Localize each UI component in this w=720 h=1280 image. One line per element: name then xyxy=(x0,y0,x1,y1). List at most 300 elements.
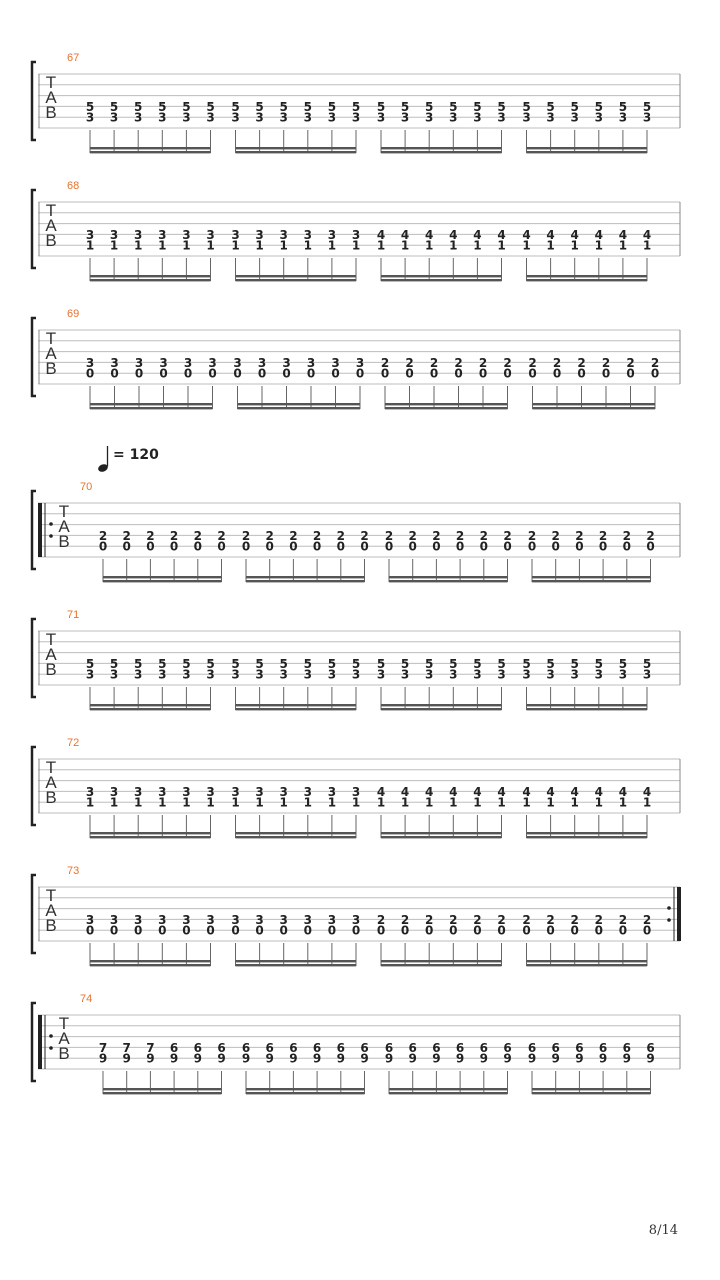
beam xyxy=(527,964,648,966)
fret-number: 3 xyxy=(85,110,95,125)
fret-number: 9 xyxy=(360,1051,369,1066)
fret-number: 1 xyxy=(570,238,579,253)
fret-number: 0 xyxy=(400,923,410,938)
fret-number: 0 xyxy=(479,539,488,554)
bar-number: 73 xyxy=(67,865,80,877)
fret-number: 0 xyxy=(109,923,119,938)
fret-number: 3 xyxy=(255,227,264,242)
fret-number: 2 xyxy=(384,528,394,543)
fret-number: 3 xyxy=(109,110,119,125)
fret-number: 0 xyxy=(85,923,95,938)
beam xyxy=(533,403,656,405)
fret-number: 3 xyxy=(109,667,119,682)
fret-number: 5 xyxy=(158,656,167,671)
fret-number: 3 xyxy=(255,110,264,125)
fret-number: 0 xyxy=(122,539,131,554)
fret-number: 2 xyxy=(503,355,512,370)
beam xyxy=(527,836,648,838)
fret-number: 2 xyxy=(503,528,512,543)
fret-number: 9 xyxy=(432,1051,441,1066)
fret-number: 0 xyxy=(478,366,488,381)
fret-number: 3 xyxy=(282,355,291,370)
fret-number: 3 xyxy=(376,667,386,682)
beam xyxy=(532,576,651,578)
fret-number: 3 xyxy=(183,355,193,370)
beam xyxy=(532,1088,651,1090)
fret-number: 2 xyxy=(618,912,628,927)
fret-number: 4 xyxy=(618,784,628,799)
beam xyxy=(527,151,648,153)
fret-number: 5 xyxy=(376,656,386,671)
tab-clef-letter: B xyxy=(45,359,57,378)
fret-number: 3 xyxy=(449,110,458,125)
fret-number: 6 xyxy=(289,1040,298,1055)
fret-number: 5 xyxy=(570,656,579,671)
fret-number: 3 xyxy=(110,355,119,370)
beam xyxy=(381,704,502,706)
fret-number: 9 xyxy=(193,1051,202,1066)
fret-number: 6 xyxy=(265,1040,274,1055)
tab-system-68 xyxy=(32,180,680,281)
beam xyxy=(90,279,211,281)
tab-clef-letter: B xyxy=(45,916,57,935)
fret-number: 0 xyxy=(327,923,337,938)
fret-number: 3 xyxy=(351,227,361,242)
fret-number: 9 xyxy=(336,1051,345,1066)
beam xyxy=(90,403,213,405)
tab-clef-letter: T xyxy=(45,630,57,649)
fret-number: 0 xyxy=(425,923,434,938)
tempo-marking xyxy=(97,446,159,473)
fret-number: 3 xyxy=(255,912,264,927)
fret-number: 0 xyxy=(206,923,215,938)
fret-number: 0 xyxy=(646,539,655,554)
beam xyxy=(103,580,222,582)
fret-number: 1 xyxy=(400,238,410,253)
tab-clef-letter: A xyxy=(45,216,57,235)
fret-number: 2 xyxy=(241,528,251,543)
fret-number: 0 xyxy=(183,366,193,381)
fret-number: 5 xyxy=(85,99,95,114)
fret-number: 3 xyxy=(400,110,410,125)
fret-number: 3 xyxy=(231,912,240,927)
fret-number: 4 xyxy=(546,784,555,799)
fret-number: 2 xyxy=(455,528,465,543)
fret-number: 3 xyxy=(618,667,628,682)
fret-number: 3 xyxy=(158,110,167,125)
fret-number: 1 xyxy=(158,795,167,810)
fret-number: 5 xyxy=(425,99,434,114)
fret-number: 9 xyxy=(646,1051,655,1066)
fret-number: 5 xyxy=(594,656,603,671)
fret-number: 5 xyxy=(134,656,143,671)
fret-number: 1 xyxy=(109,795,119,810)
fret-number: 0 xyxy=(355,366,365,381)
fret-number: 0 xyxy=(449,923,458,938)
fret-number: 0 xyxy=(257,366,267,381)
beam xyxy=(246,580,365,582)
fret-number: 0 xyxy=(303,923,312,938)
fret-number: 2 xyxy=(376,912,386,927)
fret-number: 3 xyxy=(327,667,337,682)
tab-clef-letter: A xyxy=(45,344,57,363)
fret-number: 2 xyxy=(642,912,652,927)
fret-number: 3 xyxy=(182,110,191,125)
fret-number: 9 xyxy=(384,1051,394,1066)
fret-number: 2 xyxy=(98,528,108,543)
tab-system-67 xyxy=(32,52,680,153)
fret-number: 5 xyxy=(642,99,652,114)
beam xyxy=(527,832,648,834)
fret-number: 1 xyxy=(376,795,386,810)
repeat-start-thick-bar xyxy=(38,1015,42,1069)
fret-number: 3 xyxy=(206,110,215,125)
fret-number: 3 xyxy=(134,912,143,927)
fret-number: 5 xyxy=(327,656,337,671)
tab-clef-letter: B xyxy=(45,660,57,679)
tab-clef-letter: B xyxy=(45,231,57,250)
beam xyxy=(389,1088,508,1090)
fret-number: 3 xyxy=(158,667,167,682)
fret-number: 1 xyxy=(546,238,555,253)
fret-number: 1 xyxy=(522,795,531,810)
fret-number: 2 xyxy=(551,528,560,543)
fret-number: 3 xyxy=(134,784,143,799)
fret-number: 0 xyxy=(134,923,143,938)
fret-number: 3 xyxy=(303,784,312,799)
fret-number: 9 xyxy=(217,1051,226,1066)
fret-number: 5 xyxy=(594,99,603,114)
fret-number: 3 xyxy=(355,355,365,370)
fret-number: 3 xyxy=(351,667,361,682)
fret-number: 3 xyxy=(570,667,579,682)
fret-number: 0 xyxy=(570,923,579,938)
fret-number: 3 xyxy=(182,667,191,682)
fret-number: 5 xyxy=(134,99,143,114)
fret-number: 2 xyxy=(122,528,131,543)
beam xyxy=(90,836,211,838)
fret-number: 3 xyxy=(182,227,191,242)
fret-number: 5 xyxy=(449,99,458,114)
fret-number: 0 xyxy=(159,366,168,381)
tab-clef-letter: B xyxy=(45,103,57,122)
fret-number: 2 xyxy=(594,912,603,927)
fret-number: 2 xyxy=(432,528,441,543)
beam xyxy=(90,708,211,710)
fret-number: 3 xyxy=(279,912,288,927)
fret-number: 1 xyxy=(255,238,264,253)
fret-number: 1 xyxy=(85,238,95,253)
fret-number: 1 xyxy=(618,238,628,253)
fret-number: 3 xyxy=(85,912,95,927)
fret-number: 5 xyxy=(400,99,410,114)
tab-system-74 xyxy=(32,993,680,1094)
fret-number: 0 xyxy=(551,539,560,554)
fret-number: 0 xyxy=(98,539,108,554)
fret-number: 1 xyxy=(642,795,652,810)
beam xyxy=(381,147,502,149)
fret-number: 1 xyxy=(594,238,603,253)
fret-number: 1 xyxy=(497,795,506,810)
fret-number: 6 xyxy=(551,1040,560,1055)
system-bracket xyxy=(32,491,36,569)
fret-number: 5 xyxy=(546,99,555,114)
fret-number: 3 xyxy=(134,110,143,125)
beam xyxy=(381,836,502,838)
tab-system-69 xyxy=(32,308,680,409)
beam xyxy=(236,708,357,710)
fret-number: 3 xyxy=(306,355,316,370)
beam xyxy=(236,960,357,962)
beam xyxy=(90,147,211,149)
fret-number: 0 xyxy=(193,539,202,554)
fret-number: 5 xyxy=(182,656,191,671)
fret-number: 2 xyxy=(360,528,369,543)
fret-number: 0 xyxy=(577,366,586,381)
fret-number: 6 xyxy=(432,1040,441,1055)
tab-clef-letter: B xyxy=(58,1044,70,1063)
fret-number: 0 xyxy=(432,539,441,554)
fret-number: 3 xyxy=(449,667,458,682)
fret-number: 1 xyxy=(231,238,240,253)
fret-number: 0 xyxy=(376,923,386,938)
fret-number: 2 xyxy=(473,912,482,927)
fret-number: 5 xyxy=(231,99,240,114)
fret-number: 0 xyxy=(110,366,119,381)
fret-number: 3 xyxy=(158,784,167,799)
bar-number: 71 xyxy=(67,609,80,621)
fret-number: 3 xyxy=(327,912,337,927)
fret-number: 9 xyxy=(551,1051,560,1066)
fret-number: 0 xyxy=(134,366,144,381)
beam xyxy=(238,407,361,409)
fret-number: 7 xyxy=(98,1040,108,1055)
fret-number: 5 xyxy=(546,656,555,671)
fret-number: 4 xyxy=(594,784,603,799)
fret-number: 3 xyxy=(425,110,434,125)
fret-number: 3 xyxy=(134,227,143,242)
fret-number: 0 xyxy=(289,539,298,554)
fret-number: 9 xyxy=(146,1051,155,1066)
fret-number: 0 xyxy=(528,366,537,381)
fret-number: 5 xyxy=(473,656,482,671)
beam xyxy=(90,407,213,409)
fret-number: 2 xyxy=(312,528,322,543)
fret-number: 3 xyxy=(206,667,215,682)
fret-number: 5 xyxy=(497,99,506,114)
fret-number: 6 xyxy=(479,1040,488,1055)
fret-number: 2 xyxy=(650,355,660,370)
fret-number: 0 xyxy=(601,366,611,381)
fret-number: 3 xyxy=(327,784,337,799)
fret-number: 2 xyxy=(429,355,439,370)
fret-number: 1 xyxy=(522,238,531,253)
fret-number: 3 xyxy=(473,110,482,125)
fret-number: 9 xyxy=(289,1051,298,1066)
tab-system-70 xyxy=(32,481,680,582)
fret-number: 2 xyxy=(522,912,531,927)
fret-number: 0 xyxy=(527,539,537,554)
repeat-dot xyxy=(49,1046,53,1050)
fret-number: 6 xyxy=(598,1040,608,1055)
fret-number: 9 xyxy=(598,1051,608,1066)
tab-clef-letter: A xyxy=(45,773,57,792)
fret-number: 3 xyxy=(400,667,410,682)
fret-number: 3 xyxy=(233,355,242,370)
fret-number: 5 xyxy=(497,656,506,671)
fret-number: 5 xyxy=(182,99,191,114)
fret-number: 6 xyxy=(193,1040,202,1055)
fret-number: 0 xyxy=(522,923,531,938)
fret-number: 5 xyxy=(642,656,652,671)
fret-number: 5 xyxy=(231,656,240,671)
fret-number: 4 xyxy=(546,227,555,242)
tab-system-71 xyxy=(32,609,680,710)
fret-number: 3 xyxy=(182,912,191,927)
fret-number: 3 xyxy=(425,667,434,682)
fret-number: 2 xyxy=(575,528,584,543)
fret-number: 4 xyxy=(473,227,482,242)
fret-number: 2 xyxy=(405,355,414,370)
fret-number: 5 xyxy=(376,99,386,114)
fret-number: 0 xyxy=(208,366,217,381)
fret-number: 2 xyxy=(289,528,298,543)
fret-number: 9 xyxy=(265,1051,274,1066)
fret-number: 2 xyxy=(527,528,537,543)
system-bracket xyxy=(32,619,36,697)
fret-number: 2 xyxy=(626,355,635,370)
fret-number: 5 xyxy=(206,99,215,114)
fret-number: 3 xyxy=(522,110,531,125)
fret-number: 3 xyxy=(522,667,531,682)
fret-number: 3 xyxy=(158,227,167,242)
system-bracket xyxy=(32,1003,36,1081)
fret-number: 0 xyxy=(351,923,361,938)
fret-number: 2 xyxy=(598,528,608,543)
fret-number: 2 xyxy=(528,355,537,370)
fret-number: 3 xyxy=(303,110,312,125)
beam xyxy=(532,1092,651,1094)
tab-clef-letter: A xyxy=(45,901,57,920)
page-number: 8/14 xyxy=(648,1223,678,1238)
fret-number: 4 xyxy=(497,784,506,799)
system-bracket xyxy=(32,62,36,140)
fret-number: 0 xyxy=(405,366,414,381)
fret-number: 1 xyxy=(449,238,458,253)
fret-number: 0 xyxy=(279,923,288,938)
beam xyxy=(236,147,357,149)
fret-number: 1 xyxy=(400,795,410,810)
tab-clef-letter: T xyxy=(58,1014,70,1033)
fret-number: 2 xyxy=(380,355,390,370)
tab-clef-letter: T xyxy=(45,201,57,220)
fret-number: 3 xyxy=(279,784,288,799)
bar-number: 72 xyxy=(67,737,80,749)
beam xyxy=(238,403,361,405)
beam xyxy=(389,580,508,582)
fret-number: 9 xyxy=(408,1051,417,1066)
fret-number: 1 xyxy=(473,238,482,253)
beam xyxy=(381,708,502,710)
beam xyxy=(103,1088,222,1090)
fret-number: 2 xyxy=(265,528,274,543)
fret-number: 2 xyxy=(146,528,155,543)
tab-clef-letter: A xyxy=(58,517,70,536)
bar-number: 69 xyxy=(67,308,80,320)
beam xyxy=(533,407,656,409)
fret-number: 2 xyxy=(601,355,611,370)
tab-systems xyxy=(32,52,681,1094)
fret-number: 3 xyxy=(331,355,340,370)
fret-number: 3 xyxy=(618,110,628,125)
fret-number: 6 xyxy=(646,1040,655,1055)
fret-number: 6 xyxy=(217,1040,226,1055)
fret-number: 1 xyxy=(231,795,240,810)
fret-number: 3 xyxy=(134,355,144,370)
bar-number: 68 xyxy=(67,180,80,192)
fret-number: 5 xyxy=(618,99,628,114)
fret-number: 2 xyxy=(193,528,202,543)
fret-number: 3 xyxy=(376,110,386,125)
fret-number: 3 xyxy=(134,667,143,682)
fret-number: 0 xyxy=(231,923,240,938)
fret-number: 4 xyxy=(642,227,652,242)
fret-number: 3 xyxy=(206,912,215,927)
fret-number: 4 xyxy=(425,784,434,799)
fret-number: 0 xyxy=(594,923,603,938)
tab-clef-letter: T xyxy=(45,758,57,777)
beam xyxy=(103,576,222,578)
fret-number: 3 xyxy=(158,912,167,927)
fret-number: 1 xyxy=(182,795,191,810)
fret-number: 2 xyxy=(479,528,488,543)
beam xyxy=(389,1092,508,1094)
repeat-dot xyxy=(49,534,53,538)
fret-number: 3 xyxy=(182,784,191,799)
fret-number: 3 xyxy=(570,110,579,125)
fret-number: 6 xyxy=(575,1040,584,1055)
fret-number: 4 xyxy=(642,784,652,799)
fret-number: 1 xyxy=(425,795,434,810)
fret-number: 6 xyxy=(455,1040,465,1055)
fret-number: 4 xyxy=(570,227,579,242)
fret-number: 4 xyxy=(473,784,482,799)
fret-number: 3 xyxy=(255,784,264,799)
fret-number: 2 xyxy=(217,528,226,543)
fret-number: 5 xyxy=(351,656,361,671)
fret-number: 5 xyxy=(279,656,288,671)
fret-number: 0 xyxy=(265,539,274,554)
fret-number: 1 xyxy=(134,795,143,810)
fret-number: 5 xyxy=(400,656,410,671)
tab-clef-letter: A xyxy=(58,1029,70,1048)
fret-number: 3 xyxy=(546,667,555,682)
fret-number: 6 xyxy=(241,1040,251,1055)
beam xyxy=(527,279,648,281)
fret-number: 0 xyxy=(503,366,512,381)
repeat-start-thick-bar xyxy=(38,503,42,557)
fret-number: 3 xyxy=(642,667,652,682)
fret-number: 0 xyxy=(217,539,226,554)
fret-number: 6 xyxy=(384,1040,394,1055)
fret-number: 0 xyxy=(503,539,512,554)
beam xyxy=(90,704,211,706)
fret-number: 3 xyxy=(206,784,215,799)
fret-number: 1 xyxy=(303,238,312,253)
beam xyxy=(236,964,357,966)
fret-number: 2 xyxy=(400,912,410,927)
fret-number: 3 xyxy=(351,110,361,125)
